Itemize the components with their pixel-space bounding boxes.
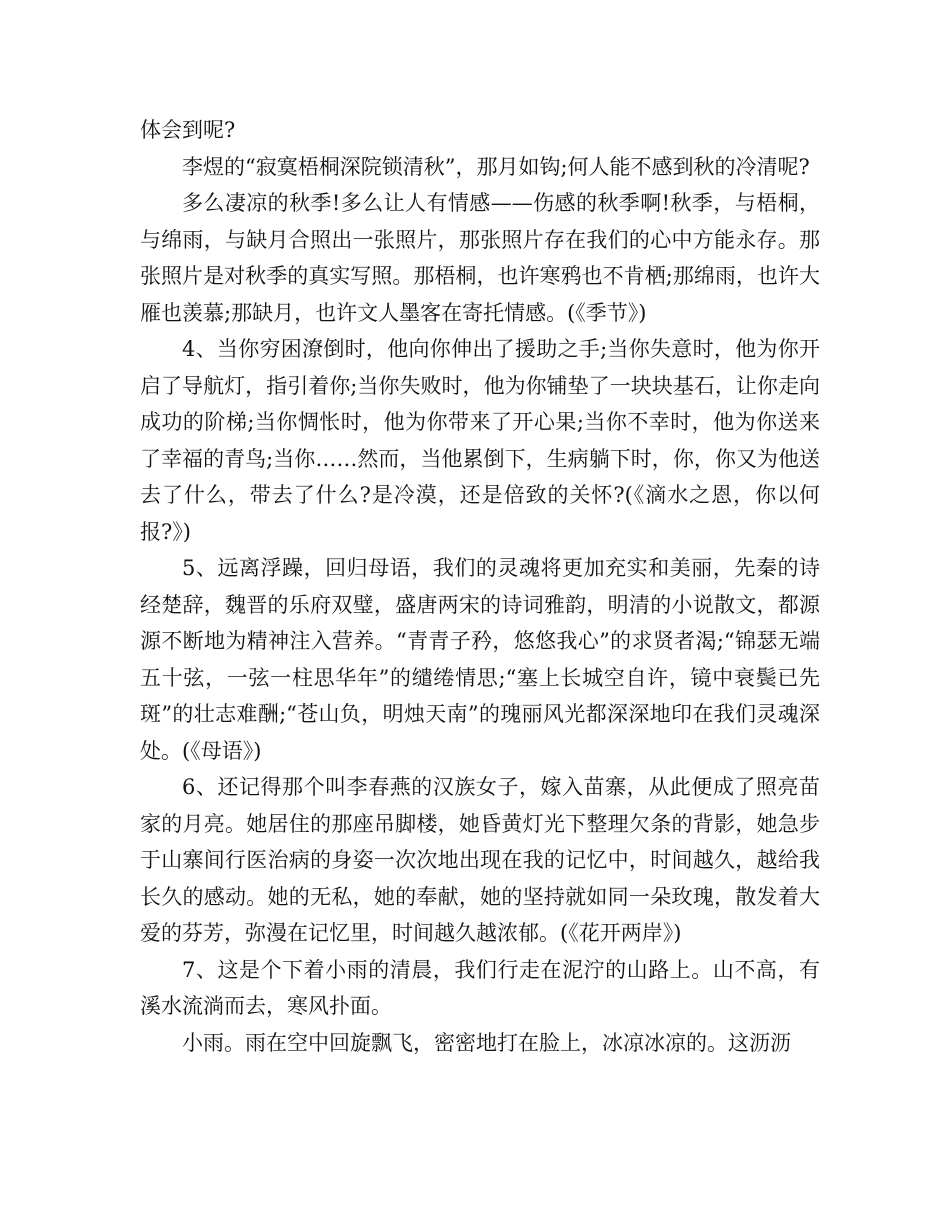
paragraph-light-rain: 小雨。雨在空中回旋飘飞，密密地打在脸上，冰凉冰凉的。这沥沥 — [182, 1030, 791, 1055]
paragraph-autumn-seasons: 多么凄凉的秋季!多么让人有情感——伤感的秋季啊!秋季，与梧桐，与绵雨，与缺月合照出一张照片，那张照片存在我们的心中方能永存。那张照片是对秋季的真实写照。那梧桐，也许寒鸦也不肯栖;那绵雨，也许大雁也羡慕;那缺月，也许文人墨客在寄托情感。(《季节》) — [140, 191, 820, 325]
paragraph-item-7: 7、这是个下着小雨的清晨，我们行走在泥泞的山路上。山不高，有溪水流淌而去，寒风扑面。 — [140, 957, 820, 1018]
paragraph-continuation: 体会到呢? — [140, 118, 236, 142]
paragraph-li-yu-quote: 李煜的“寂寞梧桐深院锁清秋”，那月如钩;何人能不感到秋的冷清呢? — [182, 154, 810, 179]
document-body — [140, 112, 820, 1061]
paragraph-item-4: 4、当你穷困潦倒时，他向你伸出了援助之手;当你失意时，他为你开启了导航灯，指引着你;当你失败时，他为你铺垫了一块块基石，让你走向成功的阶梯;当你惆怅时，他为你带来了开心果;当你不幸时，他为你送来了幸福的青鸟;当你……然而，当他累倒下，生病躺下时，你，你又为他送去了什么，带去了什么?是冷漠，还是倍致的关怀?(《滴水之恩，你以何报?》) — [140, 337, 820, 544]
paragraph-item-5: 5、远离浮躁，回归母语，我们的灵魂将更加充实和美丽，先秦的诗经楚辞，魏晋的乐府双璧，盛唐两宋的诗词雅韵，明清的小说散文，都源源不断地为精神注入营养。“青青子矜，悠悠我心”的求贤者渴;“锦瑟无端五十弦，一弦一柱思华年”的缱绻情思;“塞上长城空自许，镜中衰鬓已先斑”的壮志难酬;“苍山负，明烛天南”的瑰丽风光都深深地印在我们灵魂深处。(《母语》) — [140, 556, 820, 763]
paragraph-item-6: 6、还记得那个叫李春燕的汉族女子，嫁入苗寨，从此便成了照亮苗家的月亮。她居住的那座吊脚楼，她昏黄灯光下整理欠条的背影，她急步于山寨间行医治病的身姿一次次地出现在我的记忆中，时间越久，越给我长久的感动。她的无私，她的奉献，她的坚持就如同一朵玫瑰，散发着大爱的芬芳，弥漫在记忆里，时间越久越浓郁。(《花开两岸》) — [140, 775, 820, 945]
